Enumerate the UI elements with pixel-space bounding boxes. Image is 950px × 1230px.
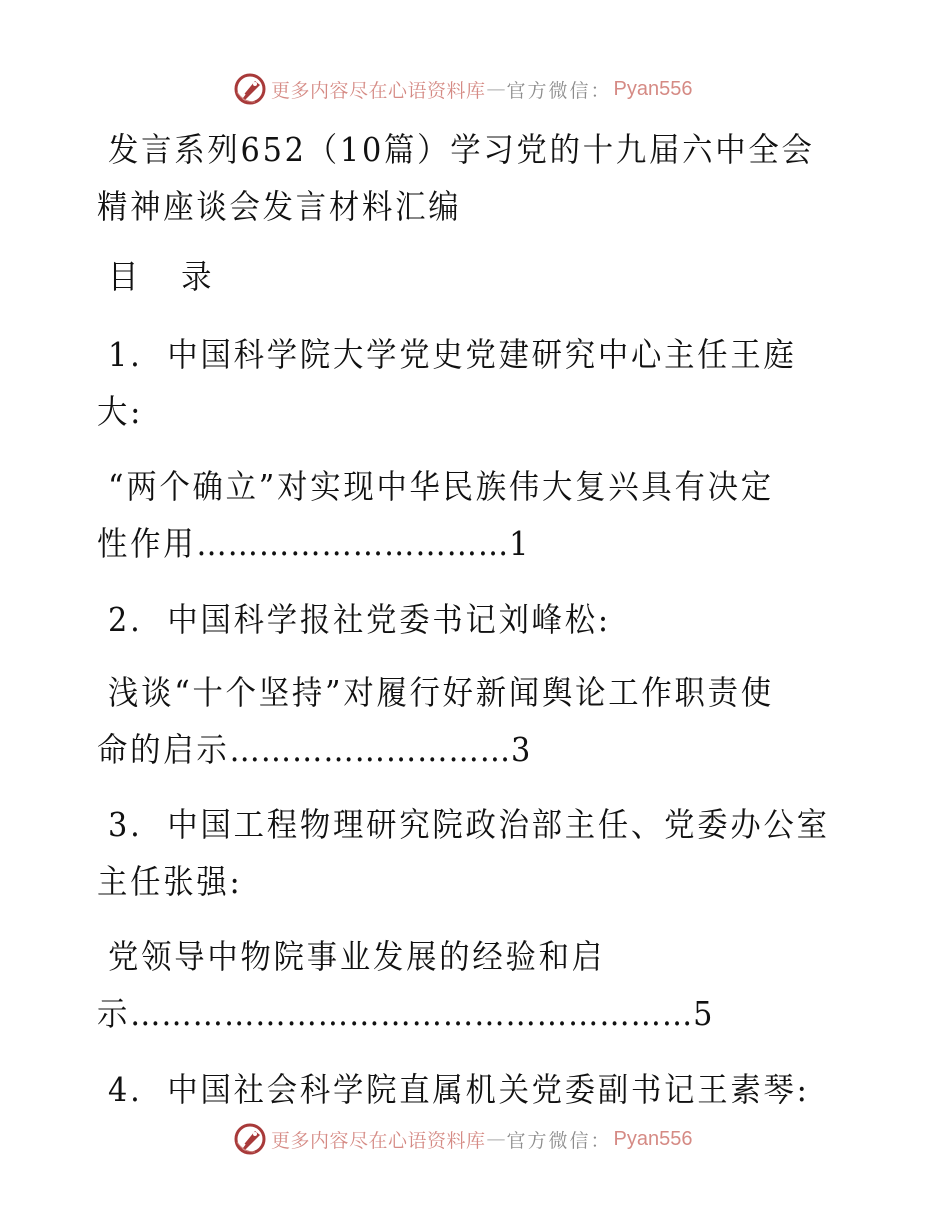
- toc-entry-speaker: 中国社会科学院直属机关党委副书记王素琴:: [167, 1070, 810, 1109]
- watermark-dash: —: [486, 1128, 506, 1150]
- toc-page-number: 5: [693, 994, 716, 1033]
- watermark-dash: —: [486, 78, 506, 100]
- toc-leader-dots: ………………………: [229, 730, 512, 769]
- toc-entry-1-title-cont[interactable]: [97, 524, 531, 564]
- toc-entry-2-speaker: [97, 600, 611, 640]
- toc-entry-3-title-cont[interactable]: [97, 994, 715, 1034]
- watermark-wechat-id: Pyan556: [613, 1127, 693, 1150]
- toc-entry-1-speaker: [97, 335, 797, 375]
- toc-entry-1-title[interactable]: “两个确立”对实现中华民族伟大复兴具有决定: [108, 467, 774, 506]
- watermark-wechat-label: 官方微信：: [506, 79, 612, 102]
- watermark-main-text: 更多内容尽在心语资料库: [271, 79, 486, 102]
- watermark-main-text: 更多内容尽在心语资料库: [271, 1129, 486, 1152]
- toc-heading: 目 录: [108, 257, 229, 296]
- footer-watermark: [233, 1122, 693, 1156]
- header-watermark: [233, 72, 693, 106]
- document-title-line-2: 精神座谈会发言材料汇编: [97, 187, 462, 226]
- toc-leader-dots: ………………………………………………: [130, 994, 694, 1033]
- toc-entry-number: 2.: [108, 600, 143, 639]
- toc-entry-title-tail: 命的启示: [97, 730, 230, 769]
- toc-entry-2-title[interactable]: 浅谈“十个坚持”对履行好新闻舆论工作职责使: [108, 673, 774, 712]
- toc-entry-2-title-cont[interactable]: [97, 730, 533, 770]
- toc-entry-4-speaker: [97, 1070, 810, 1110]
- toc-entry-1-speaker-cont: 大:: [97, 392, 144, 431]
- watermark-wechat-id: Pyan556: [613, 77, 693, 100]
- toc-entry-speaker: 中国科学报社党委书记刘峰松:: [167, 600, 611, 639]
- pen-nib-logo-icon: [233, 1122, 267, 1156]
- watermark-wechat-label: 官方微信：: [506, 1129, 612, 1152]
- toc-leader-dots: …………………………: [196, 524, 510, 563]
- toc-entry-speaker: 中国工程物理研究院政治部主任、党委办公室: [167, 805, 830, 844]
- toc-page-number: 1: [509, 524, 532, 563]
- toc-entry-title-tail: 示: [97, 994, 131, 1033]
- toc-entry-title-tail: 性作用: [97, 524, 197, 563]
- toc-entry-3-title[interactable]: 党领导中物院事业发展的经验和启: [108, 937, 605, 976]
- toc-entry-3-speaker-cont: 主任张强:: [97, 862, 243, 901]
- toc-entry-speaker: 中国科学院大学党史党建研究中心主任王庭: [167, 335, 797, 374]
- toc-entry-number: 3.: [108, 805, 143, 844]
- document-title-line-1: 发言系列652（10篇）学习党的十九届六中全会: [108, 130, 815, 169]
- pen-nib-logo-icon: [233, 72, 267, 106]
- toc-entry-number: 1.: [108, 335, 143, 374]
- toc-entry-number: 4.: [108, 1070, 143, 1109]
- toc-page-number: 3: [511, 730, 534, 769]
- toc-entry-3-speaker: [97, 805, 830, 845]
